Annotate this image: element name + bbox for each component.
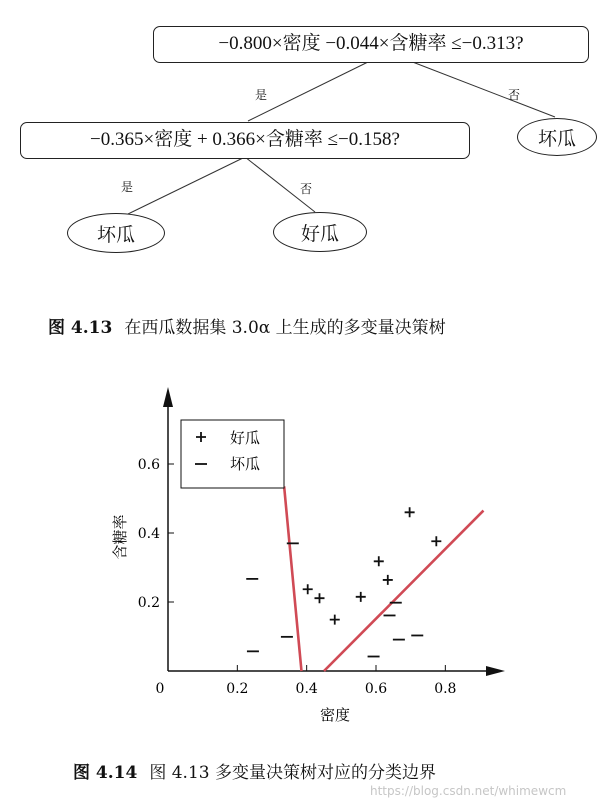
x-axis-label: 密度	[319, 706, 351, 724]
decision-boundary-2	[324, 511, 483, 671]
edge-label-no-2: 否	[300, 182, 313, 196]
point-good-melon	[330, 615, 340, 625]
x-tick-label: 0.6	[364, 681, 388, 697]
x-tick-label: 0.2	[226, 681, 249, 697]
x-tick-label: 0.4	[295, 681, 318, 697]
tree-leaf-bad-melon-2: 坏瓜	[67, 213, 165, 253]
y-tick-label: 0.4	[137, 526, 160, 542]
edge-label-no: 否	[508, 88, 521, 102]
point-good-melon	[383, 575, 393, 585]
point-good-melon	[374, 556, 384, 566]
legend-label: 坏瓜	[230, 455, 261, 473]
point-good-melon	[314, 593, 324, 603]
point-good-melon	[431, 536, 441, 546]
decision-boundary-1	[284, 486, 301, 671]
origin-label: 0	[155, 681, 165, 697]
legend-label: 好瓜	[230, 429, 261, 447]
point-good-melon	[303, 584, 313, 594]
y-axis-label: 含糖率	[111, 514, 129, 560]
y-axis-arrow	[163, 387, 173, 407]
point-good-melon	[356, 592, 366, 602]
figure-caption-4-14: 图 4.14 图 4.13 多变量决策树对应的分类边界	[73, 763, 436, 783]
x-tick-label: 0.8	[434, 681, 457, 697]
tree-leaf-good-melon: 好瓜	[273, 212, 367, 252]
watermark: https://blog.csdn.net/whimewcm	[370, 784, 567, 798]
classification-boundary-chart	[0, 365, 612, 735]
tree-leaf-bad-melon: 坏瓜	[517, 118, 597, 156]
y-tick-label: 0.2	[137, 595, 160, 611]
figure-caption-4-13: 图 4.13 在西瓜数据集 3.0α 上生成的多变量决策树	[48, 318, 446, 338]
tree-root-node: −0.800×密度 −0.044×含糖率 ≤−0.313?	[153, 26, 589, 63]
y-tick-label: 0.6	[137, 457, 160, 473]
edge-label-yes: 是	[255, 88, 268, 102]
point-good-melon	[405, 507, 415, 517]
edge-label-yes-2: 是	[121, 180, 134, 194]
tree-child-node: −0.365×密度 + 0.366×含糖率 ≤−0.158?	[20, 122, 470, 159]
x-axis-arrow	[486, 666, 505, 676]
